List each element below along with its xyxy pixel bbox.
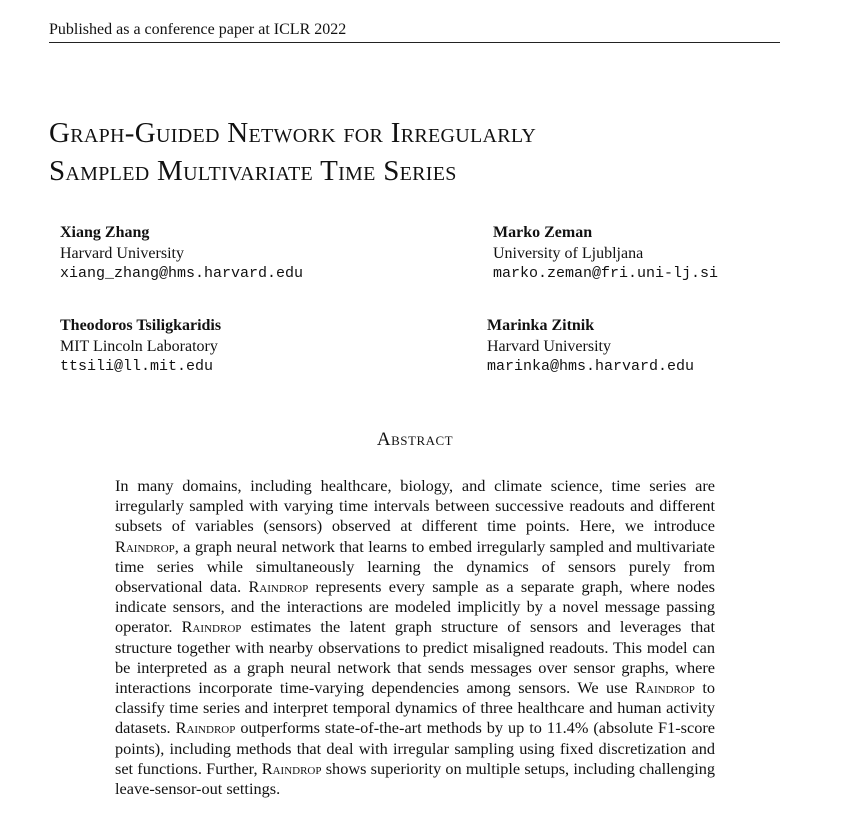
author-email[interactable]: xiang_zhang@hms.harvard.edu — [60, 265, 304, 282]
author-name: Xiang Zhang — [60, 224, 150, 241]
abstract-text — [115, 476, 715, 799]
model-name: Raindrop — [261, 758, 322, 778]
author-name: Theodoros Tsiligkaridis — [60, 317, 222, 334]
author-name: Marinka Zitnik — [487, 317, 595, 334]
model-name: Raindrop — [635, 678, 695, 698]
author-name: Marko Zeman — [493, 224, 593, 241]
author-affiliation: Harvard University — [60, 244, 184, 262]
author-block — [493, 223, 718, 285]
abstract-segment: to classify time series and interpret temporal dynamics of three healthcare and human activity datasets. — [115, 678, 715, 738]
author-affiliation: Harvard University — [487, 337, 611, 355]
abstract-segment: estimates the latent graph structure of sensors and leverages that structure together with nearby observations to predict misaligned readouts. This model can be interpreted as a graph neural network that sends messages over sensor graphs, where interactions incorporate time-varying dependencies among sensors. We use — [115, 617, 716, 698]
abstract-segment: In many domains, including healthcare, biology, and climate science, time series are irregularly sampled with varying time intervals between successive readouts and different subsets of variables (sensors) observed at different time points. Here, we introduce — [115, 476, 715, 536]
title-line-2: Sampled Multivariate Time Series — [49, 155, 457, 187]
model-name: Raindrop — [115, 536, 175, 556]
author-affiliation: University of Ljubljana — [493, 244, 644, 262]
model-name: Raindrop — [181, 617, 242, 637]
author-email[interactable]: ttsili@ll.mit.edu — [60, 358, 214, 375]
author-email[interactable]: marko.zeman@fri.uni-lj.si — [493, 265, 719, 282]
abstract-heading: Abstract — [376, 429, 454, 450]
author-email[interactable]: marinka@hms.harvard.edu — [487, 358, 695, 375]
author-block — [60, 316, 221, 378]
conference-header: Published as a conference paper at ICLR 2022 — [49, 20, 780, 43]
model-name: Raindrop — [175, 718, 236, 738]
title-line-1: Graph-Guided Network for Irregularly — [49, 117, 537, 149]
abstract-segment: shows superiority on multiple setups, including challenging leave-sensor-out settings. — [115, 758, 715, 799]
author-affiliation: MIT Lincoln Laboratory — [60, 337, 218, 355]
author-block — [487, 316, 694, 378]
paper-title — [49, 114, 809, 190]
author-block — [60, 223, 303, 285]
abstract-segment: , a graph neural network that learns to embed irregularly sampled and multivariate time series while simultaneously learning the dynamics of sensors purely from observational data. — [115, 536, 715, 597]
abstract-segment: represents every sample as a separate graph, where nodes indicate sensors, and the interactions are modeled implicitly by a novel message passing operator. — [115, 577, 715, 637]
model-name: Raindrop — [248, 577, 309, 597]
abstract-segment: outperforms state-of-the-art methods by up to 11.4% (absolute F1-score points), including methods that deal with irregular sampling using fixed discretization and set functions. Further, — [115, 718, 715, 778]
